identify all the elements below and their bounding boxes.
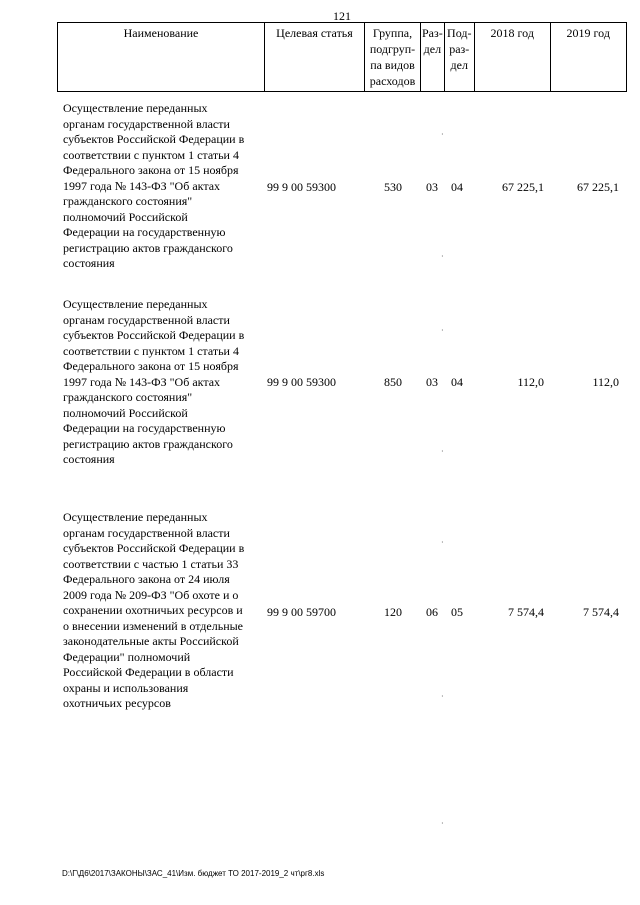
name-line: субъектов Российской Федерации в	[63, 132, 245, 146]
header-subsection	[444, 23, 474, 92]
page-number: 121	[333, 9, 351, 23]
header-subsection-line: раз-	[449, 42, 470, 56]
name-line: Осуществление переданных	[63, 510, 208, 524]
section: 06	[426, 605, 438, 619]
header-group-line: па видов	[370, 58, 415, 72]
name-line: регистрацию актов гражданского	[63, 436, 233, 451]
name-line: соответствии с пунктом 1 статьи 4	[63, 343, 239, 358]
header-section-line: дел	[423, 42, 442, 56]
header-name: Наименование	[58, 23, 265, 92]
amount-2019: 7 574,4	[583, 605, 619, 619]
name-line: органам государственной власти	[63, 312, 230, 327]
table-header	[57, 22, 627, 92]
header-section	[421, 23, 445, 92]
name-line: состояния	[63, 452, 115, 466]
name-line: Российской Федерации в области	[63, 665, 234, 679]
header-group-line: подгруп-	[369, 42, 416, 56]
name-line: 1997 года № 143-ФЗ "Об актах	[63, 178, 221, 193]
name-line: законодательные акты Российской	[63, 634, 239, 648]
name-line: Федерации" полномочий	[63, 649, 191, 664]
table-row	[0, 604, 640, 624]
name-line: гражданского состояния"	[63, 390, 193, 404]
header-group-line: Группа,	[372, 26, 413, 40]
scan-speck: ·	[441, 819, 444, 828]
name-line: соответствии с частью 1 статьи 33	[63, 556, 239, 571]
subsection: 04	[451, 180, 463, 194]
section: 03	[426, 180, 438, 194]
name-line: субъектов Российской Федерации в	[63, 328, 245, 342]
header-subsection-line: дел	[450, 58, 468, 72]
name-line: Федерации на государственную	[63, 225, 226, 239]
name-line: Федерального закона от 24 июля	[63, 572, 230, 586]
header-year-2019: 2019 год	[550, 23, 626, 92]
header-subsection-line: Под-	[447, 26, 472, 40]
name-line: охотничьих ресурсов	[63, 696, 171, 710]
file-path-footer: D:\Г\Д6\2017\ЗАКОНЫ\ЗАС_41\Изм. бюджет ТО 2017-2019_2 чт\рг8.xls	[62, 869, 325, 878]
table-row	[0, 179, 640, 199]
scan-speck: ·	[441, 326, 444, 335]
target-article: 99 9 00 59700	[267, 605, 336, 619]
expense-group: 850	[384, 375, 402, 389]
name-line: полномочий Российской	[63, 405, 188, 420]
scan-speck: ·	[441, 692, 444, 701]
target-article: 99 9 00 59300	[267, 375, 336, 389]
header-group-line: расходов	[369, 74, 416, 88]
header-section-line: Раз-	[422, 26, 443, 40]
name-line: гражданского состояния"	[63, 194, 193, 208]
amount-2019: 112,0	[592, 375, 619, 389]
subsection: 04	[451, 375, 463, 389]
name-line: состояния	[63, 256, 115, 270]
amount-2019: 67 225,1	[577, 180, 619, 194]
name-line: 2009 года № 209-ФЗ "Об охоте и о	[63, 587, 239, 602]
name-line: субъектов Российской Федерации в	[63, 541, 245, 555]
scan-speck: ·	[441, 130, 444, 139]
name-line: органам государственной власти	[63, 525, 230, 540]
table-row	[0, 374, 640, 394]
scan-speck: ·	[441, 252, 444, 261]
target-article: 99 9 00 59300	[267, 180, 336, 194]
name-line: регистрацию актов гражданского	[63, 240, 233, 255]
amount-2018: 112,0	[517, 375, 544, 389]
name-line: о внесении изменений в отдельные	[63, 618, 243, 633]
name-line: Осуществление переданных	[63, 297, 208, 311]
name-line: Федерального закона от 15 ноября	[63, 359, 239, 373]
header-target: Целевая статья	[265, 23, 365, 92]
scan-speck: ·	[441, 447, 444, 456]
header-year-2018: 2018 год	[474, 23, 550, 92]
name-line: Федерации на государственную	[63, 421, 226, 435]
name-line: Федерального закона от 15 ноября	[63, 163, 239, 177]
name-line: 1997 года № 143-ФЗ "Об актах	[63, 374, 221, 389]
name-line: органам государственной власти	[63, 116, 230, 131]
scan-speck: ·	[441, 538, 444, 547]
name-line: полномочий Российской	[63, 209, 188, 224]
subsection: 05	[451, 605, 463, 619]
name-line: Осуществление переданных	[63, 101, 208, 115]
expense-group: 120	[384, 605, 402, 619]
amount-2018: 7 574,4	[508, 605, 544, 619]
name-line: сохранении охотничьих ресурсов и	[63, 603, 243, 617]
name-line: соответствии с пунктом 1 статьи 4	[63, 147, 239, 162]
name-line: охраны и использования	[63, 680, 189, 695]
header-group	[365, 23, 421, 92]
expense-group: 530	[384, 180, 402, 194]
amount-2018: 67 225,1	[502, 180, 544, 194]
section: 03	[426, 375, 438, 389]
